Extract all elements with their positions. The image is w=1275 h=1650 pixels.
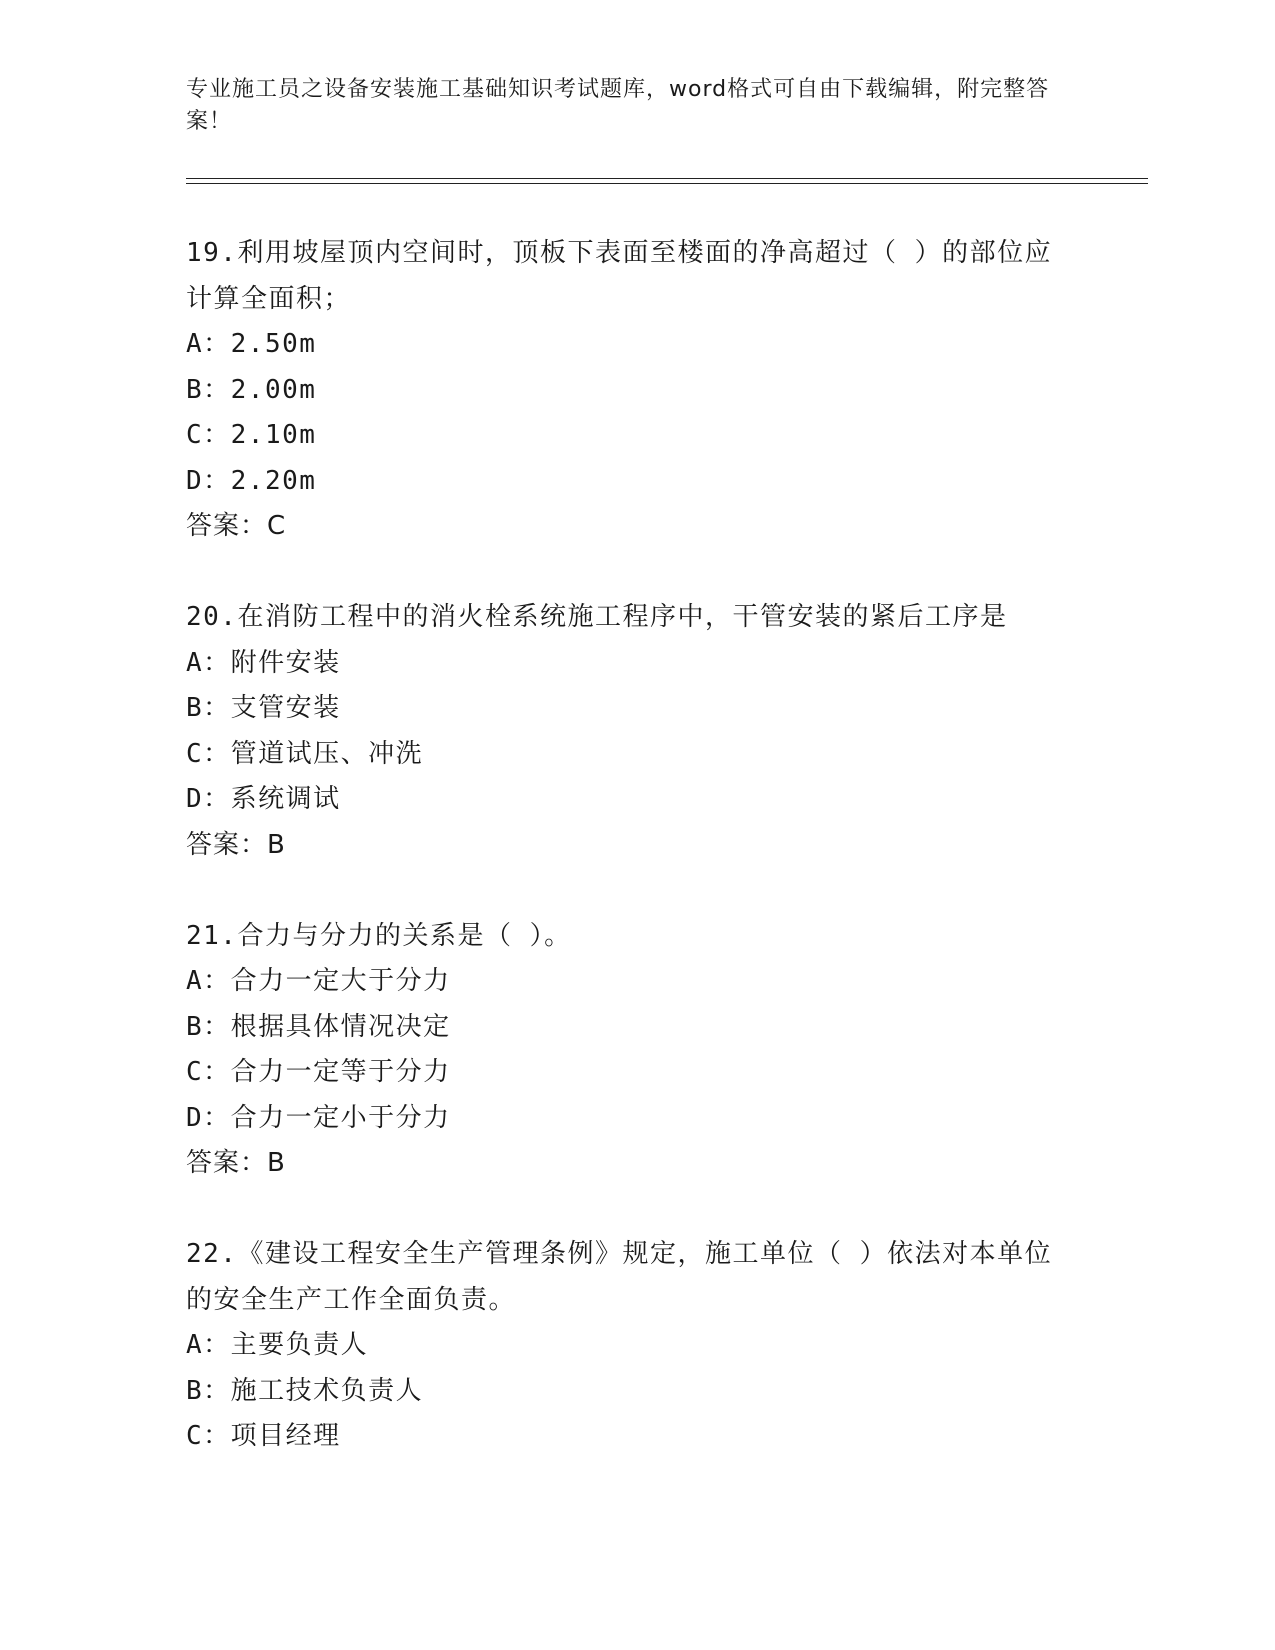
answer-line — [186, 1141, 1066, 1187]
option-text: 管道试压、冲洗 — [230, 738, 424, 769]
question-number: 21. — [186, 920, 238, 951]
option-b — [186, 1005, 1066, 1051]
question-number: 19. — [186, 238, 238, 268]
question-22 — [186, 1232, 1066, 1460]
option-text: 主要负责人 — [230, 1330, 369, 1360]
document-header — [186, 74, 1066, 138]
question-text: 《建设工程安全生产管理条例》规定，施工单位（ ）依法对本单位的安全生产工作全面负责。 — [186, 1239, 1053, 1315]
header-text: 专业施工员之设备安装施工基础知识考试题库，word格式可自由下载编辑，附完整答案！ — [186, 77, 1050, 134]
option-text: 施工技术负责人 — [230, 1375, 424, 1406]
answer-value: B — [267, 829, 286, 860]
answer-label: 答案： — [186, 511, 268, 541]
option-text: 2.10m — [230, 420, 317, 450]
option-b — [186, 368, 1066, 414]
question-text: 利用坡屋顶内空间时，顶板下表面至楼面的净高超过（ ）的部位应计算全面积； — [186, 238, 1053, 314]
option-a — [186, 322, 1066, 368]
question-stem — [186, 1232, 1066, 1323]
option-b — [186, 686, 1066, 732]
question-stem — [186, 914, 1066, 960]
question-stem — [186, 595, 1066, 641]
option-a — [186, 641, 1066, 687]
option-text: 项目经理 — [230, 1421, 341, 1451]
option-label: D： — [186, 784, 231, 814]
option-a — [186, 959, 1066, 1005]
option-label: C： — [186, 1057, 231, 1087]
option-label: B： — [186, 1011, 231, 1042]
question-stem — [186, 231, 1066, 322]
option-c — [186, 413, 1066, 459]
option-label: D： — [186, 465, 231, 496]
question-text: 合力与分力的关系是（ ）。 — [237, 920, 572, 951]
answer-label: 答案： — [186, 829, 268, 860]
answer-line — [186, 823, 1066, 869]
option-text: 合力一定等于分力 — [230, 1057, 451, 1087]
answer-value: B — [267, 1148, 286, 1178]
option-label: A： — [186, 329, 231, 359]
option-text: 附件安装 — [230, 647, 341, 678]
option-text: 支管安装 — [230, 693, 341, 723]
option-label: A： — [186, 1330, 231, 1360]
option-label: B： — [186, 1375, 231, 1406]
option-a — [186, 1323, 1066, 1369]
header-divider-bottom — [186, 183, 1148, 184]
option-text: 根据具体情况决定 — [230, 1011, 451, 1042]
option-label: D： — [186, 1102, 231, 1133]
answer-value: C — [267, 511, 287, 541]
header-divider-top — [186, 178, 1148, 179]
question-20 — [186, 595, 1066, 868]
option-label: C： — [186, 1421, 231, 1451]
option-c — [186, 1050, 1066, 1096]
option-label: B： — [186, 693, 231, 723]
option-label: B： — [186, 374, 231, 405]
option-c — [186, 732, 1066, 778]
option-text: 2.50m — [230, 329, 317, 359]
option-label: A： — [186, 966, 231, 996]
answer-line — [186, 504, 1066, 550]
answer-label: 答案： — [186, 1148, 268, 1178]
question-list — [186, 231, 1066, 1505]
question-text: 在消防工程中的消火栓系统施工程序中，干管安装的紧后工序是 — [237, 602, 1008, 632]
option-text: 合力一定小于分力 — [230, 1102, 451, 1133]
option-text: 合力一定大于分力 — [230, 966, 451, 996]
option-c — [186, 1414, 1066, 1460]
question-19 — [186, 231, 1066, 550]
option-label: A： — [186, 647, 231, 678]
option-d — [186, 1096, 1066, 1142]
option-d — [186, 777, 1066, 823]
option-text: 2.20m — [230, 465, 317, 496]
option-text: 系统调试 — [230, 784, 341, 814]
option-d — [186, 459, 1066, 505]
question-21 — [186, 914, 1066, 1187]
option-b — [186, 1369, 1066, 1415]
option-text: 2.00m — [230, 374, 317, 405]
option-label: C： — [186, 738, 231, 769]
question-number: 22. — [186, 1239, 238, 1269]
option-label: C： — [186, 420, 231, 450]
question-number: 20. — [186, 602, 238, 632]
